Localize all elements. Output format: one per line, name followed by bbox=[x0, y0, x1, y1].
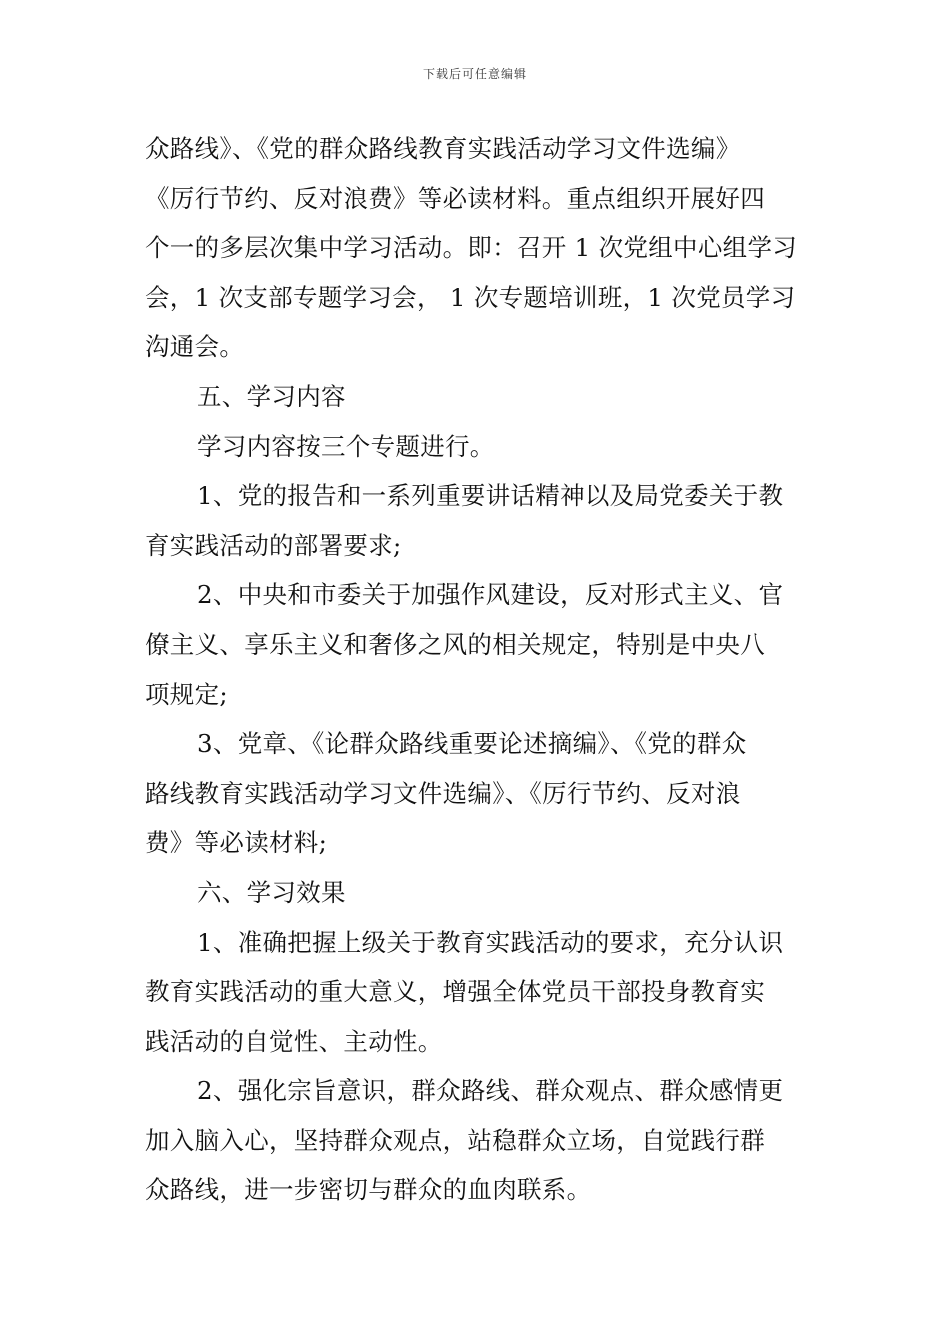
text-line: 加入脑入心，坚持群众观点，站稳群众立场，自觉践行群 bbox=[145, 1125, 765, 1155]
document-body bbox=[145, 124, 809, 1215]
text-line: 会，1 次支部专题学习会， 1 次专题培训班，1 次党员学习 bbox=[145, 282, 796, 312]
text-line: 《厉行节约、反对浪费》等必读材料。重点组织开展好四 bbox=[145, 183, 765, 213]
section-heading: 五、学习内容 bbox=[197, 381, 346, 411]
text-line: 路线教育实践活动学习文件选编》、《厉行节约、反对浪 bbox=[145, 778, 741, 808]
text-line: 个一的多层次集中学习活动。即：召开 1 次党组中心组学习 bbox=[145, 233, 798, 263]
text-line: 项规定; bbox=[145, 679, 228, 709]
list-item-start: 3、党章、《论群众路线重要论述摘编》、《党的群众 bbox=[197, 729, 747, 759]
text-line: 育实践活动的部署要求; bbox=[145, 530, 402, 560]
list-item-start: 1、党的报告和一系列重要讲话精神以及局党委关于教 bbox=[197, 481, 784, 511]
list-item-start: 1、准确把握上级关于教育实践活动的要求，充分认识 bbox=[197, 927, 784, 957]
text-line: 践活动的自觉性、主动性。 bbox=[145, 1026, 443, 1056]
section-heading: 六、学习效果 bbox=[197, 877, 346, 907]
text-line: 沟通会。 bbox=[145, 332, 245, 362]
page-header: 下载后可任意编辑 bbox=[422, 67, 527, 81]
text-line: 费》等必读材料; bbox=[145, 828, 328, 858]
text-line: 众路线，进一步密切与群众的血肉联系。 bbox=[145, 1175, 592, 1205]
text-line: 僚主义、享乐主义和奢侈之风的相关规定，特别是中央八 bbox=[145, 629, 765, 659]
list-item-start: 2、中央和市委关于加强作风建设，反对形式主义、官 bbox=[197, 580, 784, 610]
text-line: 众路线》、《党的群众路线教育实践活动学习文件选编》 bbox=[145, 134, 741, 163]
list-item-start: 2、强化宗旨意识，群众路线、群众观点、群众感情更 bbox=[197, 1076, 784, 1106]
text-line: 学习内容按三个专题进行。 bbox=[197, 431, 495, 461]
text-line: 教育实践活动的重大意义，增强全体党员干部投身教育实 bbox=[145, 977, 765, 1007]
